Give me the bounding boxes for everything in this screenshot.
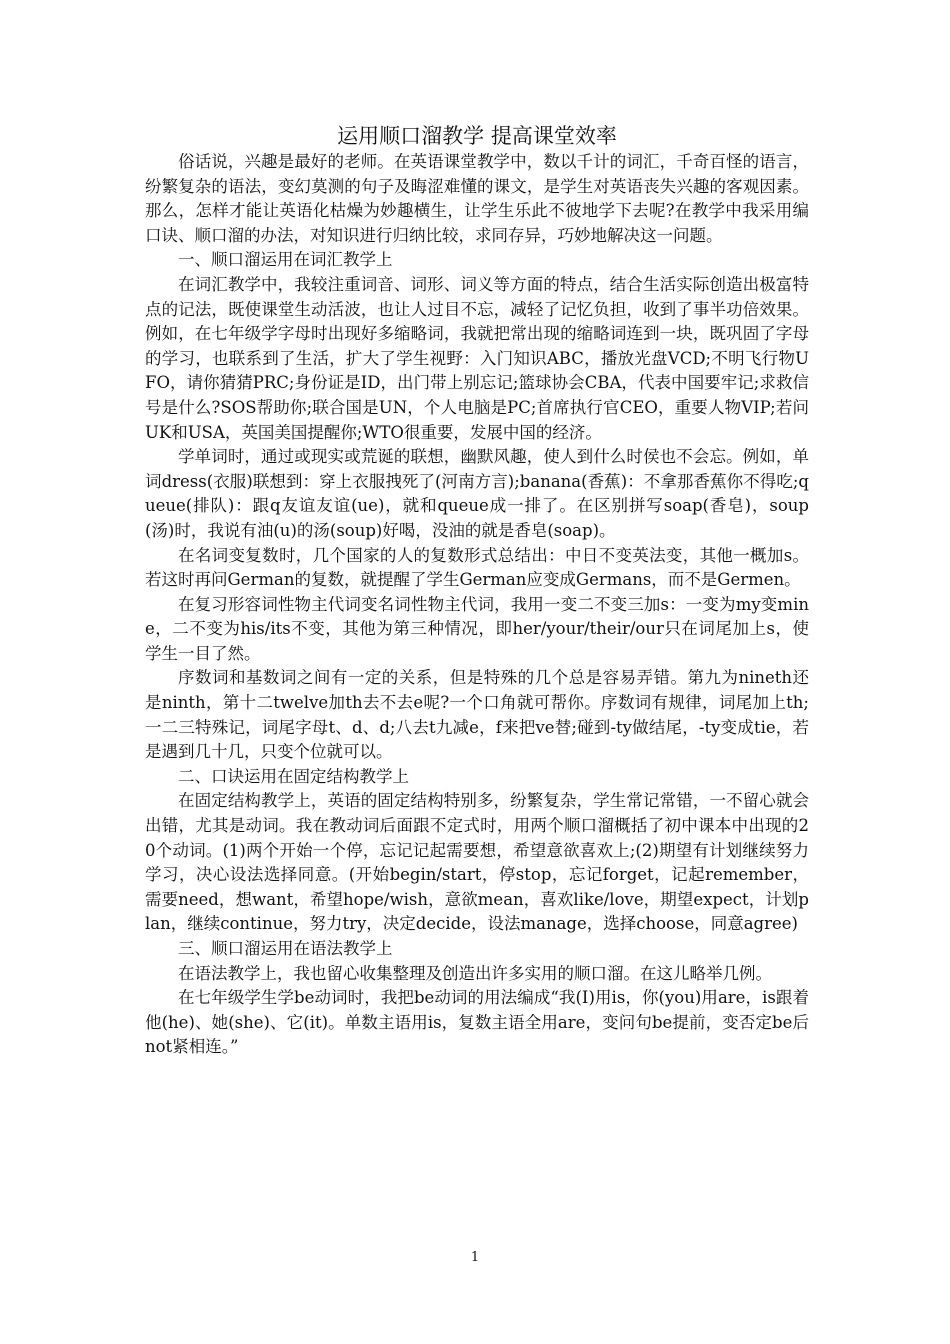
section-heading-fixed-structures: 二、口诀运用在固定结构教学上 <box>178 766 409 786</box>
paragraph-possessive-pronouns: 在复习形容词性物主代词变名词性物主代词，我用一变二不变三加s：一变为my变mine，二不变为his/its不变，其他为第三种情况，即her/your/their/our只在词尾加上s，使学生一目了然。 <box>145 594 809 663</box>
paragraph-ordinal-numbers: 序数词和基数词之间有一定的关系，但是特殊的几个总是容易弄错。第九为nineth还是ninth，第十二twelve加th去不去e呢?一个口角就可帮你。序数词有规律，词尾加上th;一二三特殊记，词尾字母t、d、d;八去t九减e，f来把ve替;碰到-ty做结尾，-ty变成tie，若是遇到几十几，只变个位就可以。 <box>145 668 809 762</box>
paragraph-plural-nouns: 在名词变复数时，几个国家的人的复数形式总结出：中日不变英法变，其他一概加s。若这时再问German的复数，就提醒了学生German应变成Germans，而不是Germen。 <box>145 545 809 590</box>
paragraph-be-verb: 在七年级学生学be动词时，我把be动词的用法编成“我(I)用is，你(you)用are，is跟着他(he)、她(she)、它(it)。单数主语用is，复数主语全用are，变问句be提前，变否定be后not紧相连。” <box>145 988 809 1057</box>
document-body <box>145 122 809 1060</box>
section-heading-grammar: 三、顺口溜运用在语法教学上 <box>178 939 393 958</box>
paragraph-grammar-intro: 在语法教学上，我也留心收集整理及创造出许多实用的顺口溜。在这儿略举几例。 <box>178 963 772 983</box>
paragraph-intro: 俗话说，兴趣是最好的老师。在英语课堂教学中，数以千计的词汇，千奇百怪的语言，纷繁复杂的语法，变幻莫测的句子及晦涩难懂的课文，是学生对英语丧失兴趣的客观因素。那么，怎样才能让英语化枯燥为妙趣横生，让学生乐此不彼地学下去呢?在教学中我采用编口诀、顺口溜的办法，对知识进行归纳比较，求同存异，巧妙地解决这一问题。 <box>145 152 809 245</box>
paragraph-abbreviations: 在词汇教学中，我较注重词音、词形、词义等方面的特点，结合生活实际创造出极富特点的记法，既使课堂生动活波，也让人过目不忘，减轻了记忆负担，收到了事半功倍效果。例如，在七年级学字母时出现好多缩略词，我就把常出现的缩略词连到一块，既巩固了字母的学习，也联系到了生活，扩大了学生视野：入门知识ABC，播放光盘VCD;不明飞行物UFO，请你猜猜PRC;身份证是ID，出门带上别忘记;篮球协会CBA，代表中国要牢记;求救信号是什么?SOS帮助你;联合国是UN，个人电脑是PC;首席执行官CEO，重要人物VIP;若问UK和USA，英国美国提醒你;WTO很重要，发展中国的经济。 <box>145 274 809 442</box>
section-heading-vocabulary: 一、顺口溜运用在词汇教学上 <box>178 250 393 270</box>
page-number: 1 <box>470 1250 480 1265</box>
document-title: 运用顺口溜教学 提高课堂效率 <box>337 124 617 148</box>
paragraph-infinitive-verbs: 在固定结构教学上，英语的固定结构特别多，纷繁复杂，学生常记常错，一不留心就会出错，尤其是动词。我在教动词后面跟不定式时，用两个顺口溜概括了初中课本中出现的20个动词。(1)两个开始一个停，忘记记起需要想，希望意欲喜欢上;(2)期望有计划继续努力学习，决心设法选择同意。(开始begin/start，停stop，忘记forget，记起remember，需要need，想want，希望hope/wish，意欲mean，喜欢like/love，期望expect，计划plan，继续continue，努力try，决定decide，设法manage，选择choose，同意agree) <box>145 791 809 934</box>
paragraph-word-association: 学单词时，通过或现实或荒诞的联想，幽默风趣，使人到什么时侯也不会忘。例如，单词dress(衣服)联想到：穿上衣服拽死了(河南方言);banana(香蕉)：不拿那香蕉你不得吃;queue(排队)：跟q友谊友谊(ue)，就和queue成一排了。在区别拼写soap(香皂)，soup(汤)时，我说有油(u)的汤(soup)好喝，没油的就是香皂(soap)。 <box>145 447 809 540</box>
